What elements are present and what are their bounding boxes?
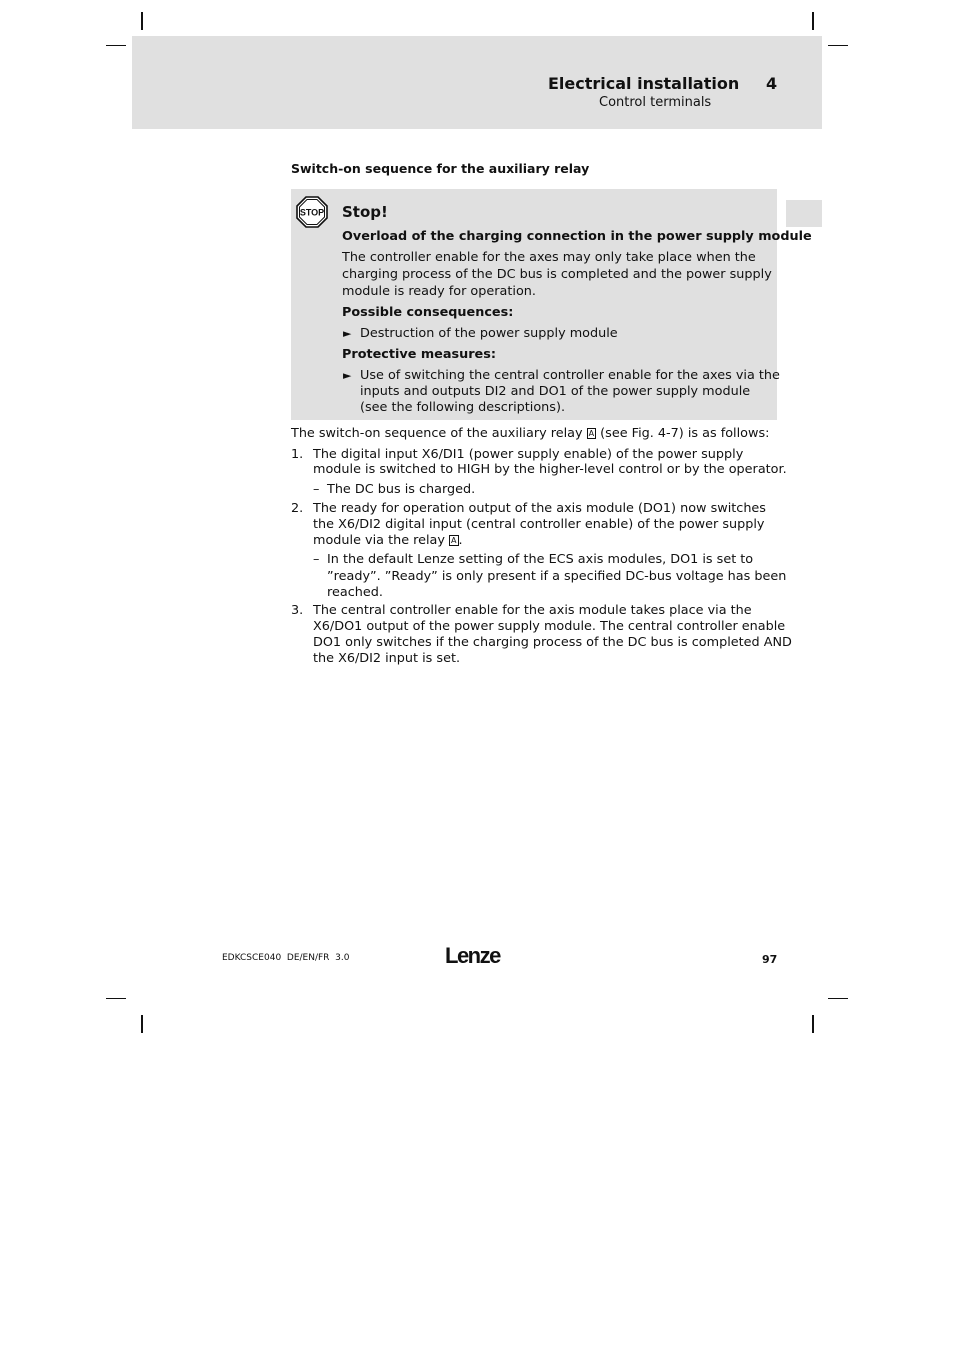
step-sub-line: reached. bbox=[327, 585, 383, 600]
step-line-end: . bbox=[458, 533, 463, 548]
step-number: 2. bbox=[291, 501, 304, 516]
stop-body-line: The controller enable for the axes may only take place when the bbox=[342, 250, 756, 265]
step-number: 1. bbox=[291, 447, 304, 462]
step-line: the X6/DI2 digital input (central controller enable) of the power supply bbox=[313, 517, 765, 532]
step-line: the X6/DI2 input is set. bbox=[313, 651, 461, 666]
measure-line: Use of switching the central controller enable for the axes via the bbox=[360, 368, 780, 383]
step-line: The ready for operation output of the axis module (DO1) now switches bbox=[313, 501, 766, 516]
page-number: 97 bbox=[762, 953, 778, 966]
intro-before: The switch-on sequence of the auxiliary relay bbox=[291, 426, 587, 441]
section-title: Switch-on sequence for the auxiliary relay bbox=[291, 161, 590, 176]
chapter-title: Electrical installation bbox=[548, 74, 740, 93]
crop-mark bbox=[828, 45, 848, 46]
step-line: X6/DO1 output of the power supply module. The central controller enable bbox=[313, 619, 786, 634]
crop-mark bbox=[141, 12, 143, 30]
stop-title: Stop! bbox=[342, 203, 388, 221]
dash-bullet: – bbox=[313, 552, 320, 567]
crop-mark bbox=[812, 12, 814, 30]
relay-a-marker: A bbox=[451, 536, 457, 545]
dash-bullet: – bbox=[313, 482, 320, 497]
stop-sign-text: STOP bbox=[299, 207, 325, 218]
step-line: module is switched to HIGH by the higher-level control or by the operator. bbox=[313, 462, 787, 477]
measures-label: Protective measures: bbox=[342, 347, 496, 362]
footer-doc-id: EDKCSCE040 DE/EN/FR 3.0 bbox=[222, 953, 350, 963]
consequences-label: Possible consequences: bbox=[342, 305, 514, 320]
crop-mark bbox=[141, 1015, 143, 1033]
chapter-number: 4 bbox=[766, 74, 778, 93]
step-sub-line: The DC bus is charged. bbox=[327, 482, 476, 497]
lenze-logo: Lenze bbox=[445, 943, 500, 968]
intro-paragraph bbox=[291, 426, 769, 443]
step-line: DO1 only switches if the charging process of the DC bus is completed AND bbox=[313, 635, 792, 650]
stop-body-line: module is ready for operation. bbox=[342, 284, 536, 299]
stop-body-line: charging process of the DC bus is completed and the power supply bbox=[342, 267, 772, 282]
crop-mark bbox=[828, 998, 848, 999]
step-sub-line: In the default Lenze setting of the ECS axis modules, DO1 is set to bbox=[327, 552, 754, 567]
chapter-subtitle: Control terminals bbox=[599, 95, 712, 110]
crop-mark bbox=[812, 1015, 814, 1033]
step-line: The central controller enable for the axis module takes place via the bbox=[313, 603, 752, 618]
chapter-tab-marker bbox=[786, 200, 822, 227]
measure-line: (see the following descriptions). bbox=[360, 400, 566, 415]
step-line-text: module via the relay bbox=[313, 533, 450, 548]
intro-after: (see Fig. 4-7) is as follows: bbox=[596, 426, 770, 441]
consequence-item: Destruction of the power supply module bbox=[360, 326, 618, 341]
crop-mark bbox=[106, 998, 126, 999]
measure-line: inputs and outputs DI2 and DO1 of the power supply module bbox=[360, 384, 751, 399]
bullet-arrow-icon: ► bbox=[343, 327, 352, 340]
step-line bbox=[313, 533, 463, 550]
relay-a-marker: A bbox=[588, 429, 595, 438]
step-number: 3. bbox=[291, 603, 304, 618]
stop-headline: Overload of the charging connection in the power supply module bbox=[342, 229, 812, 244]
crop-mark bbox=[106, 45, 126, 46]
step-line: The digital input X6/DI1 (power supply enable) of the power supply bbox=[313, 447, 744, 462]
step-sub-line: ”ready”. ”Ready” is only present if a specified DC-bus voltage has been bbox=[327, 569, 787, 584]
bullet-arrow-icon: ► bbox=[343, 369, 352, 382]
stop-sign-icon bbox=[296, 196, 328, 228]
